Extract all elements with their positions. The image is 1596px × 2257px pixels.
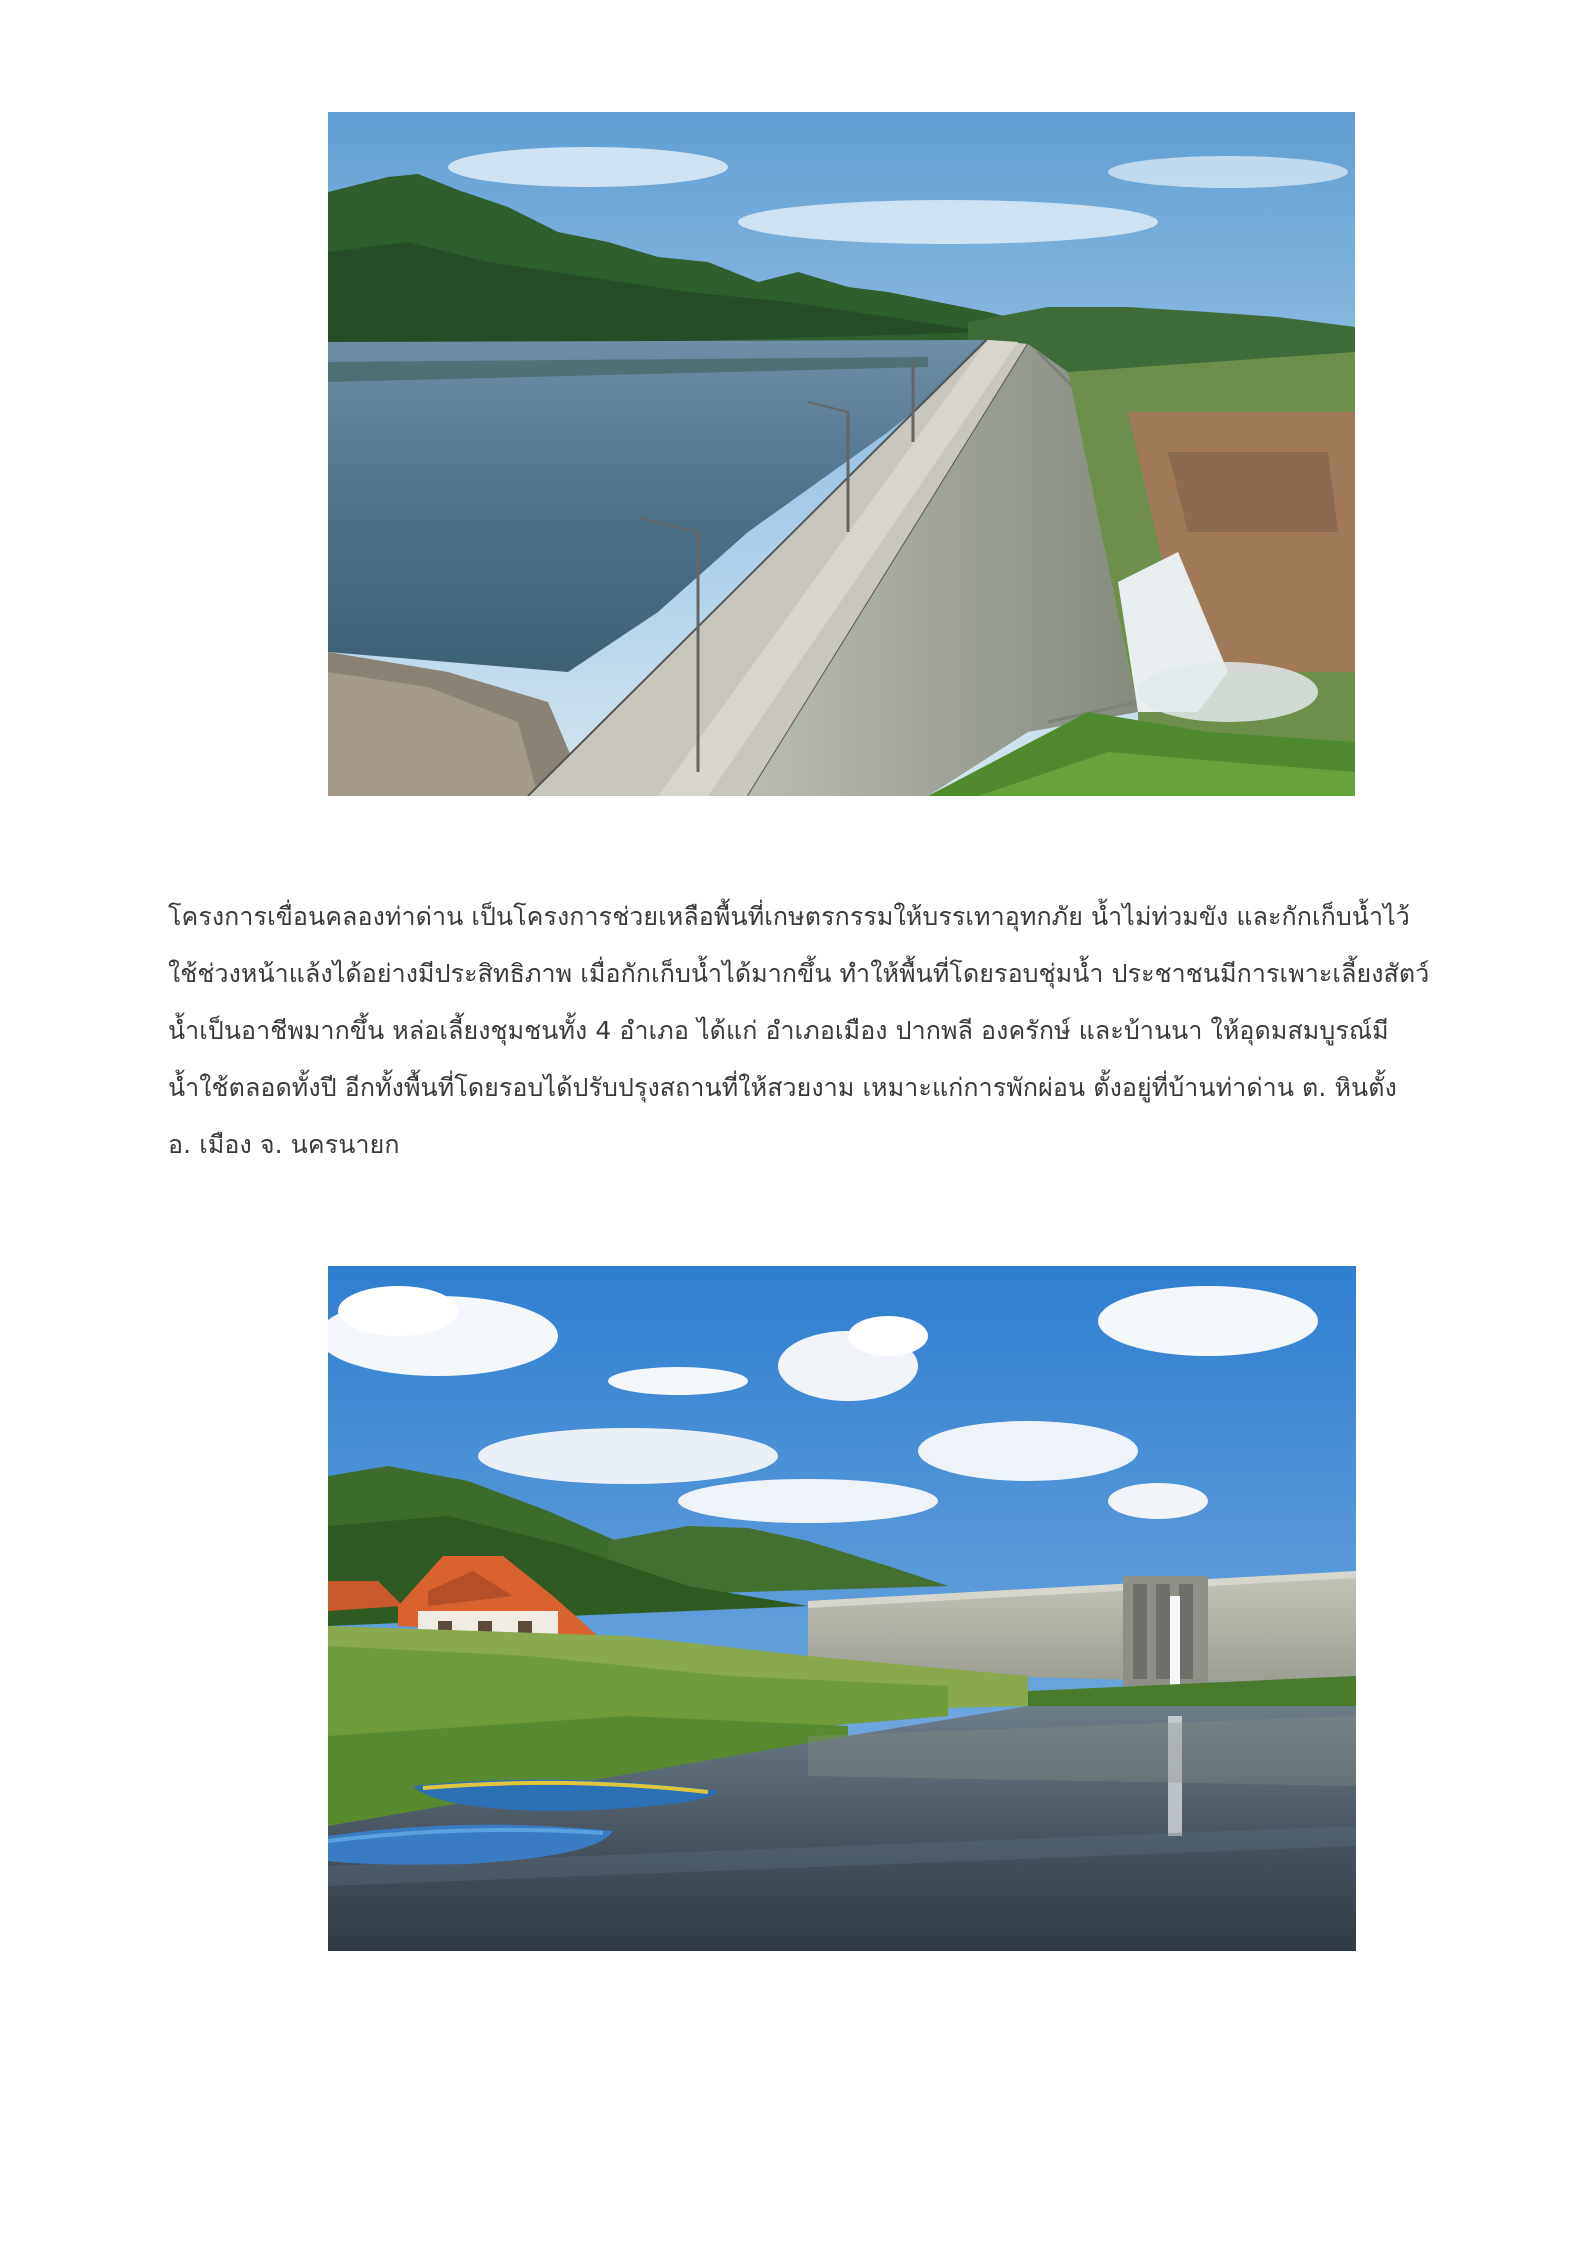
- dam-aerial-photo: [328, 112, 1355, 796]
- paragraph-line: โครงการเขื่อนคลองท่าด่าน เป็นโครงการช่วยเหลือพื้นที่เกษตรกรรมให้บรรเทาอุทกภัย น้ำไม่ท่วมขัง และกักเก็บน้ำไว้: [168, 902, 1410, 931]
- dam-riverside-illustration: [328, 1266, 1356, 1951]
- paragraph-line: ใช้ช่วงหน้าแล้งได้อย่างมีประสิทธิภาพ เมื่อกักเก็บน้ำได้มากขึ้น ทำให้พื้นที่โดยรอบชุ่มน้ำ ประชาชนมีการเพาะเลี้ยงสัตว์: [168, 959, 1430, 988]
- paragraph-line: น้ำเป็นอาชีพมากขึ้น หล่อเลี้ยงชุมชนทั้ง 4 อำเภอ ได้แก่ อำเภอเมือง ปากพลี องครักษ์ และบ้านนา ให้อุดมสมบูรณ์มี: [168, 1016, 1389, 1045]
- dam-description-paragraph: [168, 888, 1478, 1173]
- paragraph-line: น้ำใช้ตลอดทั้งปี อีกทั้งพื้นที่โดยรอบได้ปรับปรุงสถานที่ให้สวยงาม เหมาะแก่การพักผ่อน ตั้งอยู่ที่บ้านท่าด่าน ต. หินตั้ง: [168, 1073, 1397, 1102]
- paragraph-line: อ. เมือง จ. นครนายก: [168, 1130, 400, 1159]
- dam-riverside-photo: [328, 1266, 1356, 1951]
- dam-aerial-illustration: [328, 112, 1355, 796]
